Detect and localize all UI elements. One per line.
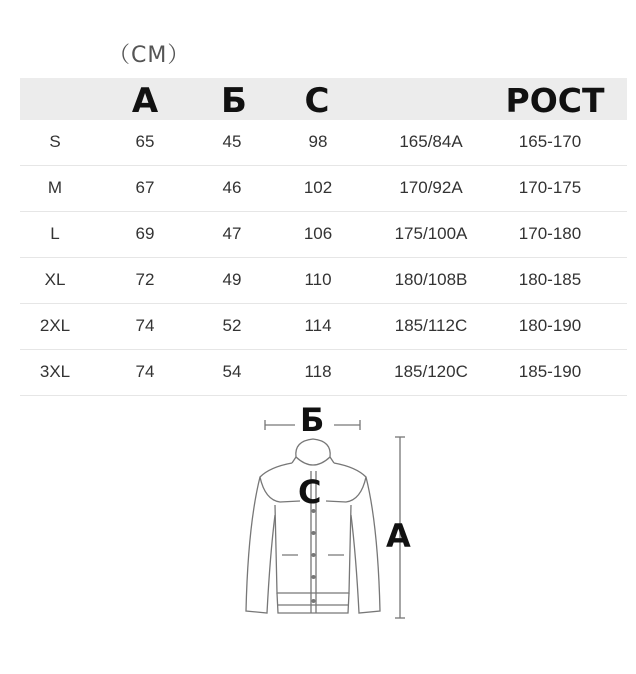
jacket-diagram <box>230 401 430 630</box>
table-cell: 175/100A <box>394 224 468 243</box>
table-cell: 45 <box>222 132 242 151</box>
table-cell: 180-185 <box>518 270 582 289</box>
table-cell: 67 <box>135 178 155 197</box>
table-cell: 47 <box>222 224 242 243</box>
table-cell: XL <box>44 270 66 289</box>
table-body <box>20 120 627 396</box>
size-table <box>20 78 627 396</box>
table-cell: 170-175 <box>518 178 582 197</box>
table-cell: 54 <box>222 362 242 381</box>
table-cell: 65 <box>135 132 155 151</box>
header-height: РОСТ <box>505 81 605 120</box>
table-cell: 98 <box>308 132 328 151</box>
table-cell: M <box>47 178 63 197</box>
table-cell: L <box>50 224 60 243</box>
table-row <box>20 212 627 258</box>
table-cell: 110 <box>304 270 332 289</box>
table-cell: 74 <box>135 362 155 381</box>
table-cell: 72 <box>135 270 155 289</box>
table-cell: 170-180 <box>518 224 582 243</box>
table-cell: 2XL <box>39 316 71 335</box>
table-cell: 102 <box>303 178 333 197</box>
unit-label: （CM） <box>108 43 191 68</box>
table-row <box>20 120 627 166</box>
length-label: А <box>386 517 411 555</box>
table-cell: 170/92A <box>399 178 463 197</box>
table-cell: 118 <box>304 362 332 381</box>
table-row <box>20 166 627 212</box>
table-cell: 180/108B <box>394 270 468 289</box>
table-row <box>20 350 627 396</box>
shoulder-label: Б <box>300 401 325 439</box>
table-cell: S <box>49 132 61 151</box>
table-cell: 74 <box>135 316 155 335</box>
header-b: Б <box>221 81 247 121</box>
table-cell: 180-190 <box>518 316 582 335</box>
table-cell: 46 <box>222 178 242 197</box>
table-row <box>20 258 627 304</box>
header-c: С <box>304 81 330 121</box>
table-header <box>20 78 627 120</box>
table-cell: 165/84A <box>399 132 463 151</box>
table-cell: 114 <box>304 316 332 335</box>
table-cell: 106 <box>303 224 333 243</box>
table-cell: 52 <box>222 316 242 335</box>
table-cell: 185/112C <box>394 316 468 335</box>
table-cell: 185-190 <box>518 362 582 381</box>
table-cell: 69 <box>135 224 155 243</box>
header-a: А <box>131 81 159 121</box>
table-cell: 49 <box>222 270 242 289</box>
table-row <box>20 304 627 350</box>
table-cell: 165-170 <box>518 132 582 151</box>
table-cell: 3XL <box>39 362 71 381</box>
chest-label: С <box>298 473 322 511</box>
table-cell: 185/120C <box>394 362 468 381</box>
